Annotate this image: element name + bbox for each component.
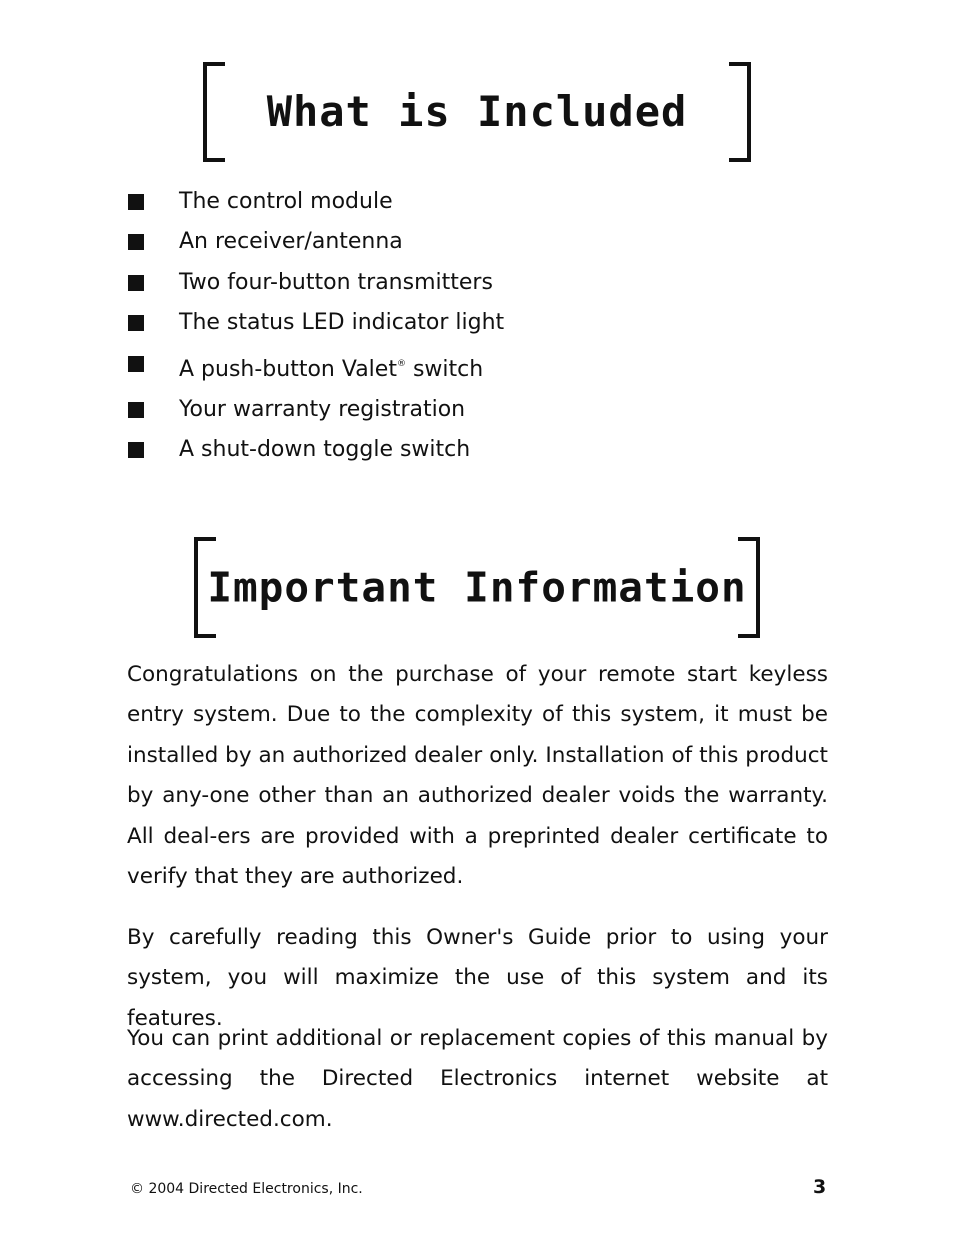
list-item: Your warranty registration: [127, 390, 504, 430]
body-paragraph: By carefully reading this Owner's Guide prior to using your system, you will maximize the use of this system and its features.: [127, 925, 828, 1031]
registered-mark: ®: [396, 358, 406, 369]
list-item: Two four-button transmitters: [127, 263, 504, 303]
list-item: The control module: [127, 182, 504, 222]
page-number: 3: [813, 1176, 827, 1198]
body-paragraph: Congratulations on the purchase of your remote start keyless entry system. Due to the complexity of this system, it must be installed by an authorized dealer only. Installation of this product by any-one other than an authorized dealer voids the warranty. All deal-ers are provided with a preprinted dealer certificate to verify that they are authorized.: [127, 662, 828, 890]
square-bullet-icon: [128, 315, 144, 331]
square-bullet-icon: [128, 402, 144, 418]
square-bullet-icon: [128, 194, 144, 210]
right-bracket: [729, 62, 751, 162]
body-paragraph: You can print additional or replacement copies of this manual by accessing the Directed Electronics internet website at www.directed.com.: [127, 1026, 828, 1132]
square-bullet-icon: [128, 356, 144, 372]
right-bracket: [738, 537, 760, 638]
list-item: The status LED indicator light: [127, 303, 504, 343]
square-bullet-icon: [128, 234, 144, 250]
list-item: A shut-down toggle switch: [127, 430, 504, 470]
copyright-notice: © 2004 Directed Electronics, Inc.: [130, 1181, 363, 1197]
section-heading-box: [194, 537, 760, 638]
included-items-list: [127, 182, 504, 471]
square-bullet-icon: [128, 275, 144, 291]
list-item: A push-button Valet® switch: [127, 344, 504, 390]
list-item: An receiver/antenna: [127, 222, 504, 262]
square-bullet-icon: [128, 442, 144, 458]
section-title: What is Included: [266, 87, 688, 136]
section-heading-box: [203, 62, 751, 162]
section-title: Important Information: [207, 563, 747, 611]
